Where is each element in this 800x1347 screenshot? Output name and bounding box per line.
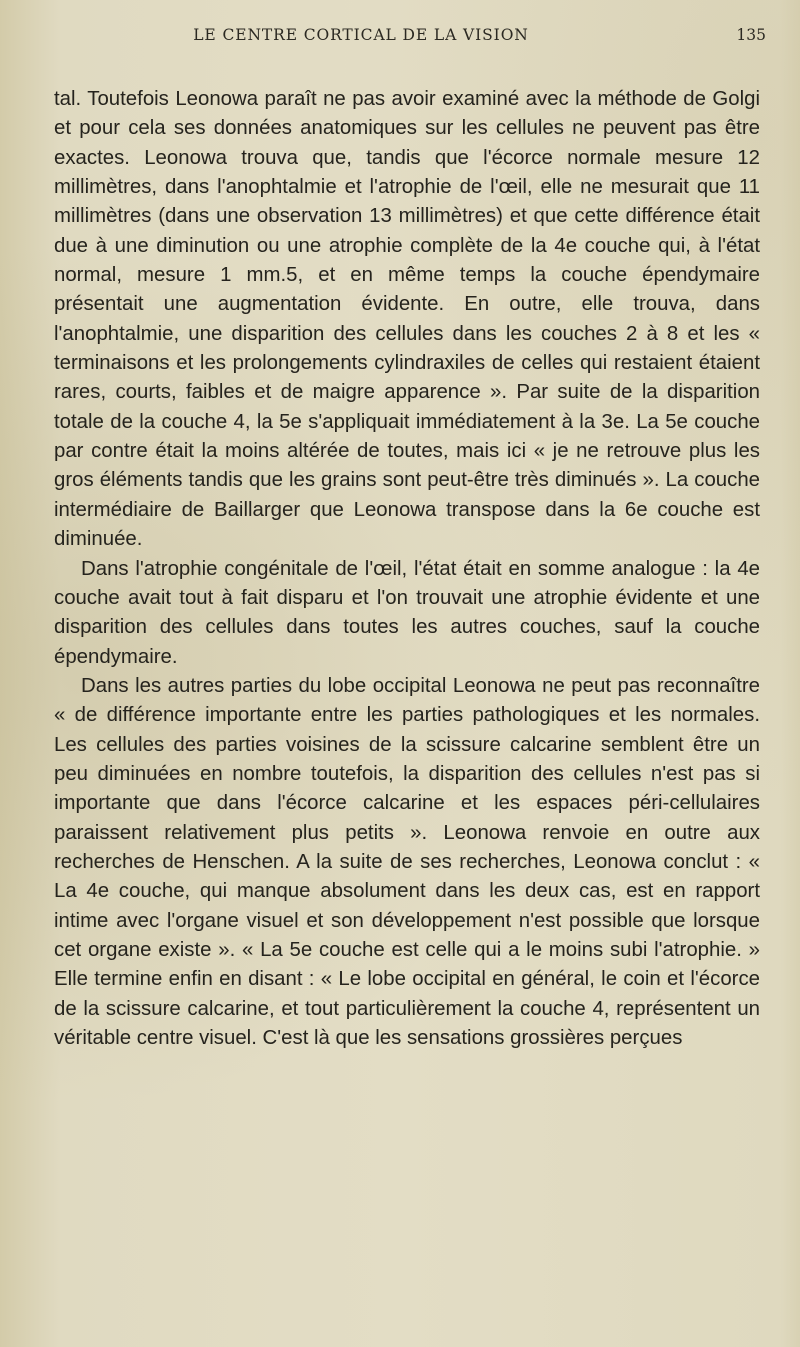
page-number: 135 [736, 26, 766, 44]
paragraph-1: tal. Toutefois Leonowa paraît ne pas avoir examiné avec la méthode de Golgi et pour cela ses données anatomiques sur les cellules ne peuvent pas être exactes. Leonowa trouva que, tandis que l'écorce normale mesure 12 millimètres, dans l'anophtalmie et l'atrophie de l'œil, elle ne mesurait que 11 millimètres (dans une observation 13 millimètres) et que cette différence était due à une diminution ou une atrophie complète de la 4e couche qui, à l'état normal, mesure 1 mm.5, et en même temps la couche épendymaire présentait une augmentation évidente. En outre, elle trouva, dans l'anophtalmie, une disparition des cellules dans les couches 2 à 8 et les « terminaisons et les prolongements cylindraxiles de celles qui restaient étaient rares, courts, faibles et de maigre apparence ». Par suite de la disparition totale de la couche 4, la 5e s'appliquait immédiatement à la 3e. La 5e couche par contre était la moins altérée de toutes, mais ici « je ne retrouve plus les gros éléments tandis que les grains sont peut-être très diminués ». La couche intermédiaire de Baillarger que Leonowa transpose dans la 6e couche est diminuée. [54, 88, 760, 551]
body-text [54, 85, 760, 1053]
running-header [0, 20, 800, 50]
paragraph-3: Dans les autres parties du lobe occipital Leonowa ne peut pas reconnaître « de différence importante entre les parties pathologiques et les normales. Les cellules des parties voisines de la scissure calcarine semblent être un peu diminuées en nombre toutefois, la disparition des cellules n'est pas si importante que dans l'écorce calcarine et les espaces péri-cellulaires paraissent relativement plus petits ». Leonowa renvoie en outre aux recherches de Henschen. A la suite de ses recherches, Leonowa conclut : « La 4e couche, qui manque absolument dans les deux cas, est en rapport intime avec l'organe visuel et son développement n'est possible que lorsque cet organe existe ». « La 5e couche est celle qui a le moins subi l'atrophie. » Elle termine enfin en disant : « Le lobe occipital en général, le coin et l'écorce de la scissure calcarine, et tout particulièrement la couche 4, représentent un véritable centre visuel. C'est là que les sensations grossières perçues [54, 674, 760, 1049]
running-title: LE CENTRE CORTICAL DE LA VISION [193, 26, 529, 44]
paragraph-2: Dans l'atrophie congénitale de l'œil, l'état était en somme analogue : la 4e couche avait tout à fait disparu et l'on trouvait une atrophie évidente et une disparition des cellules dans toutes les autres couches, sauf la couche épendymaire. [54, 557, 760, 668]
